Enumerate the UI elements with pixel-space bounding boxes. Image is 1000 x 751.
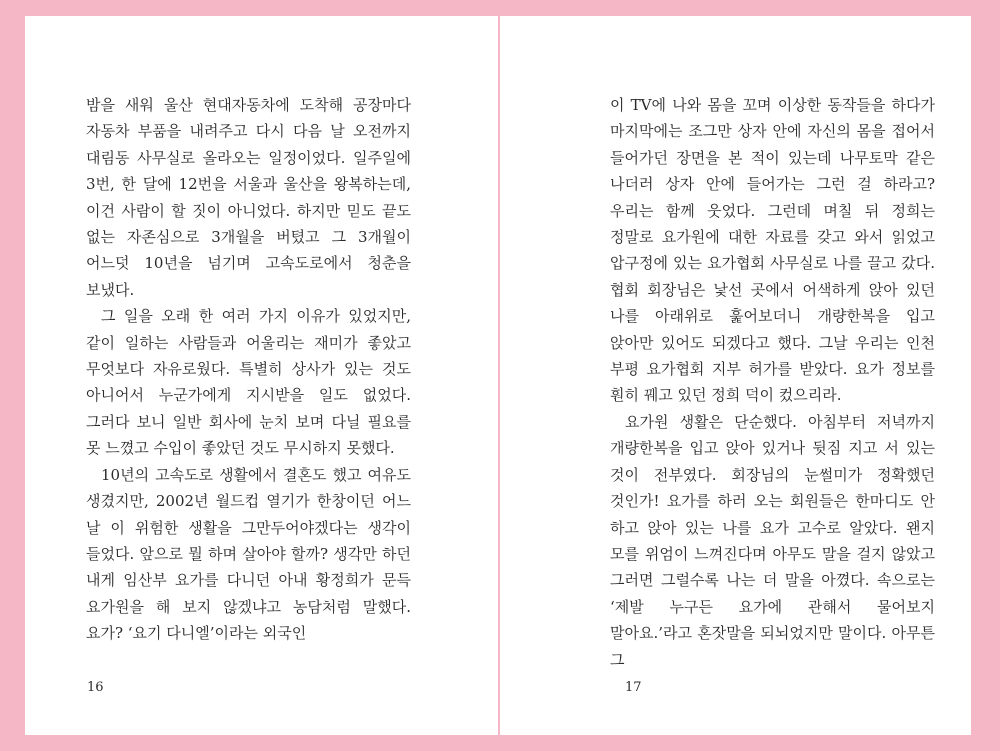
- right-page: [500, 16, 971, 735]
- paragraph: 그 일을 오래 한 여러 가지 이유가 있었지만, 같이 일하는 사람들과 어울리는 재미가 좋았고 무엇보다 자유로웠다. 특별히 상사가 있는 것도 아니어서 누군가에게 지시받을 일도 없었다. 그러다 보니 일반 회사에 눈치 보며 다닐 필요를 못 느꼈고 수입이 좋았던 것도 무시하지 못했다.: [86, 307, 411, 458]
- left-page: [25, 16, 498, 735]
- right-page-body: [610, 92, 935, 673]
- paragraph: 10년의 고속도로 생활에서 결혼도 했고 여유도 생겼지만, 2002년 월드컵 열기가 한창이던 어느 날 이 위험한 생활을 그만두어야겠다는 생각이 들었다. 앞으로 뭘 하며 살아야 할까? 생각만 하던 내게 임산부 요가를 다니던 아내 황정희가 문득 요가원을 해 보지 않겠냐고 농담처럼 말했다. 요가? ‘요기 다니엘’이라는 외국인: [86, 465, 411, 643]
- paragraph: 요가원 생활은 단순했다. 아침부터 저녁까지 개량한복을 입고 앉아 있거나 뒷짐 지고 서 있는 것이 전부였다. 회장님의 눈썰미가 정확했던 것인가! 요가를 하러 오는 회원들은 한마디도 안 하고 앉아 있는 나를 요가 고수로 알았다. 왠지 모를 위엄이 느껴진다며 아무도 말을 걸지 않았고 그러면 그럴수록 나는 더 말을 아꼈다. 속으로는 ‘제발 누구든 요가에 관해서 물어보지 말아요.’라고 혼잣말을 되뇌었지만 말이다. 아무튼 그: [610, 412, 935, 669]
- paragraph: 이 TV에 나와 몸을 꼬며 이상한 동작들을 하다가 마지막에는 조그만 상자 안에 자신의 몸을 접어서 들어가던 장면을 본 적이 있는데 나무토막 같은 나더러 상자 안에 들어가는 그런 걸 하라고? 우리는 함께 웃었다. 그런데 며칠 뒤 정희는 정말로 요가원에 대한 자료를 갖고 와서 읽었고 압구정에 있는 요가협회 사무실로 나를 끌고 갔다. 협회 회장님은 낯선 곳에서 어색하게 앉아 있던 나를 아래위로 훑어보더니 개량한복을 입고 앉아만 있어도 되겠다고 했다. 그날 우리는 인천 부평 요가협회 지부 허가를 받았다. 요가 정보를 훤히 꿰고 있던 정희 덕이 컸으리라.: [610, 96, 935, 405]
- page-number: 17: [625, 680, 642, 695]
- paragraph: 밤을 새워 울산 현대자동차에 도착해 공장마다 자동차 부품을 내려주고 다시 다음 날 오전까지 대림동 사무실로 올라오는 일정이었다. 일주일에 3번, 한 달에 12번을 서울과 울산을 왕복하는데, 이건 사람이 할 짓이 아니었다. 하지만 믿도 끝도 없는 자존심으로 3개월을 버텼고 그 3개월이 어느덧 10년을 넘기며 고속도로에서 청춘을 보냈다.: [86, 96, 411, 299]
- left-page-body: [86, 92, 411, 647]
- page-number: 16: [87, 680, 104, 695]
